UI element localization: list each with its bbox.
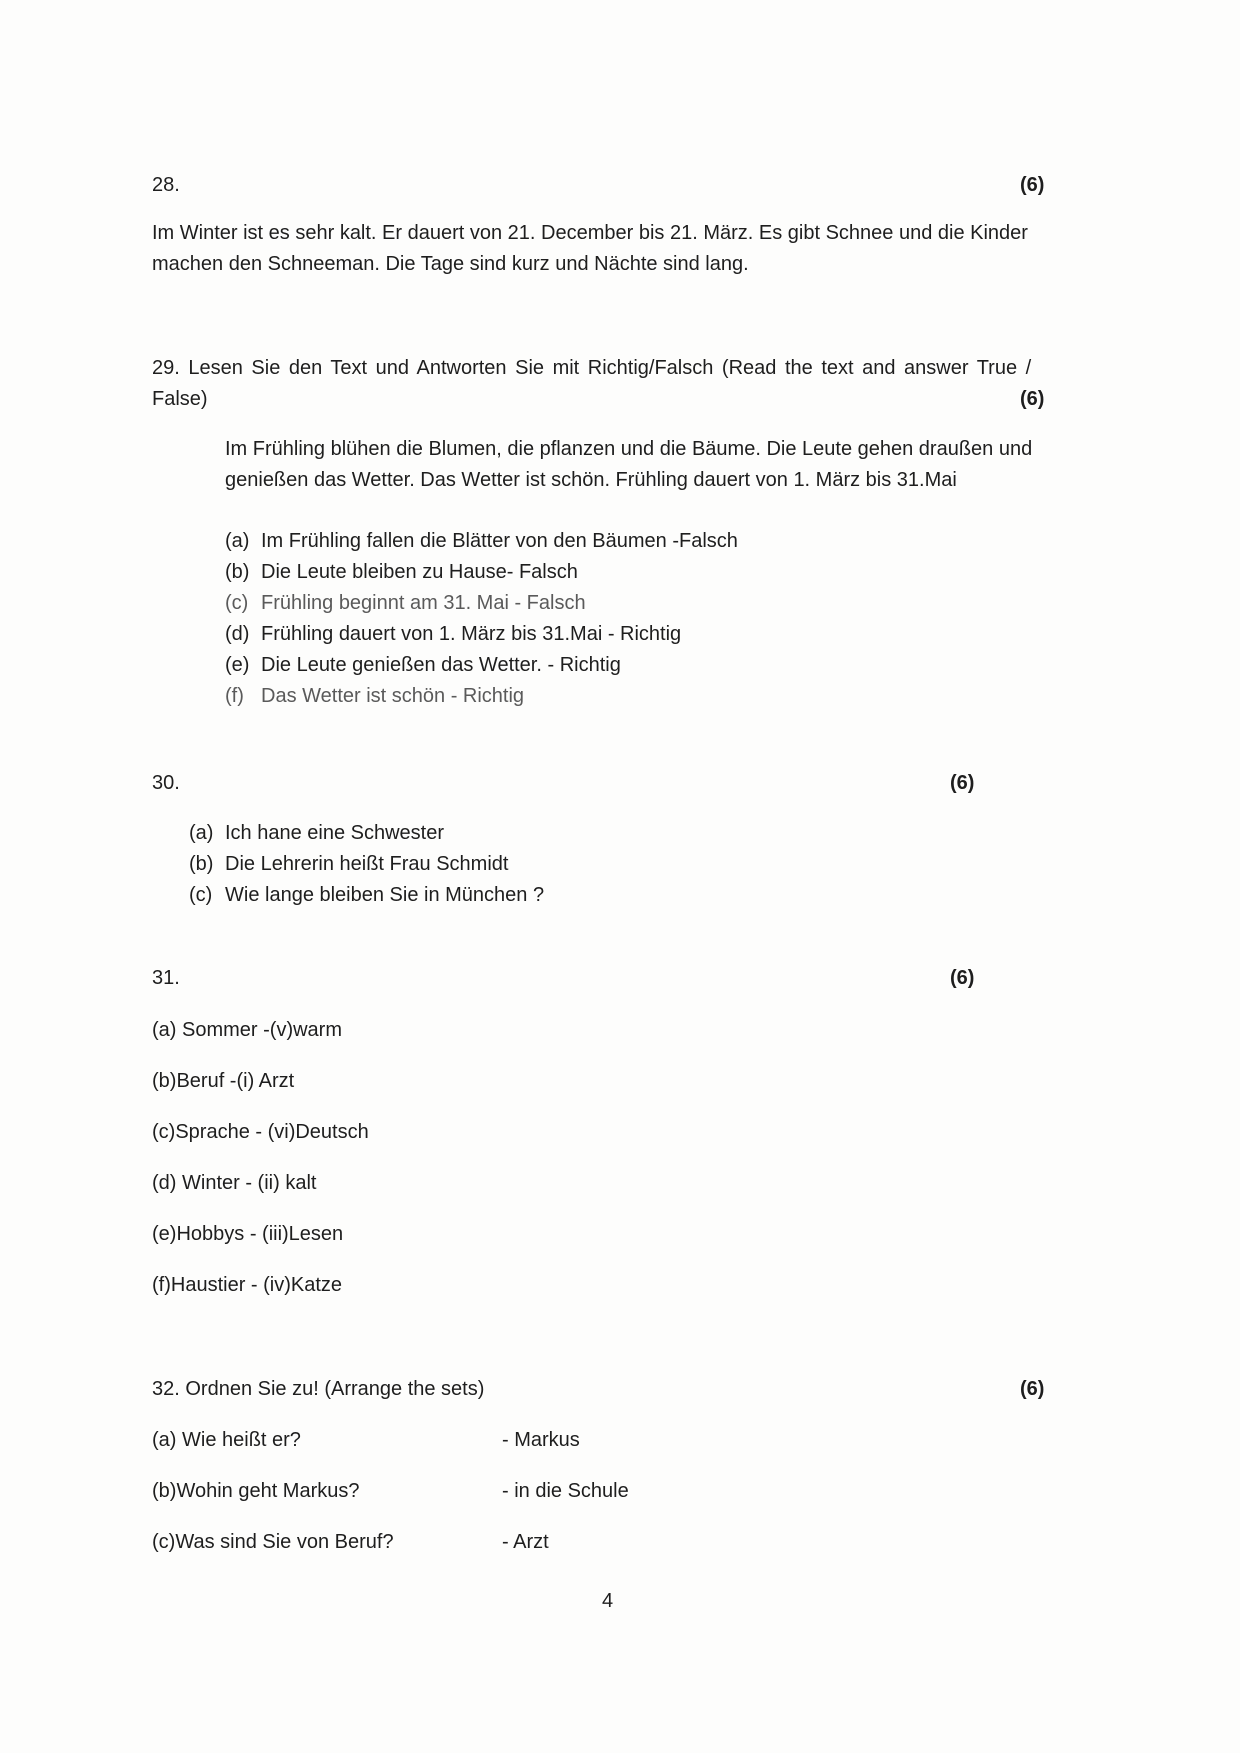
q29-item-text: Die Leute genießen das Wetter. - Richtig [261, 654, 621, 676]
q32-question: (c)Was sind Sie von Beruf? [152, 1531, 394, 1553]
q29-item [225, 528, 738, 554]
q32-title: 32. Ordnen Sie zu! (Arrange the sets) [152, 1378, 485, 1400]
q29-item-label: (b) [225, 561, 250, 583]
q32-question: (a) Wie heißt er? [152, 1429, 301, 1451]
q32-answer: - Arzt [502, 1531, 549, 1553]
q29-instruction-line2: False) [152, 388, 208, 410]
q30-item [189, 851, 508, 877]
q29-item-label: (f) [225, 685, 244, 707]
q31-item: (e)Hobbys - (iii)Lesen [152, 1223, 344, 1245]
q30-number: 30. [152, 772, 180, 794]
q29-item [225, 683, 524, 709]
q32-answer: - in die Schule [502, 1480, 629, 1502]
q31-number: 31. [152, 967, 180, 989]
q28-text: Im Winter ist es sehr kalt. Er dauert von 21. December bis 21. März. Es gibt Schnee und die Kinder machen den Schneeman. Die Tage sind kurz und Nächte sind lang. [152, 222, 1028, 275]
q29-instruction-line1: 29. Lesen Sie den Text und Antworten Sie mit Richtig/Falsch (Read the text and answer True / [152, 357, 1032, 379]
q31-item: (b)Beruf -(i) Arzt [152, 1070, 295, 1092]
q29-item [225, 621, 681, 647]
q31-item: (d) Winter - (ii) kalt [152, 1172, 317, 1194]
q29-item-text: Frühling dauert von 1. März bis 31.Mai - Richtig [261, 623, 682, 645]
q29-item [225, 590, 586, 616]
q29-item-text: Im Frühling fallen die Blätter von den Bäumen -Falsch [261, 530, 738, 552]
q29-item-text: Das Wetter ist schön - Richtig [261, 685, 525, 707]
q29-item-label: (a) [225, 530, 250, 552]
q29-item [225, 559, 578, 585]
q30-item [189, 820, 444, 846]
q30-item-text: Ich hane eine Schwester [225, 822, 445, 844]
q31-item: (a) Sommer -(v)warm [152, 1019, 342, 1041]
q29-item-label: (e) [225, 654, 250, 676]
q30-item-label: (b) [189, 853, 214, 875]
q31-marks: (6) [950, 967, 975, 989]
q32-question: (b)Wohin geht Markus? [152, 1480, 360, 1502]
q29-marks: (6) [1020, 388, 1045, 410]
q29-item-text: Die Leute bleiben zu Hause- Falsch [261, 561, 578, 583]
q30-item-label: (a) [189, 822, 214, 844]
q28-number: 28. [152, 174, 180, 196]
q29-passage: Im Frühling blühen die Blumen, die pflanzen und die Bäume. Die Leute gehen draußen und genießen das Wetter. Das Wetter ist schön. Frühling dauert von 1. März bis 31.Mai [225, 438, 1033, 491]
q30-item-text: Wie lange bleiben Sie in München ? [225, 884, 545, 906]
q29-item-label: (c) [225, 592, 249, 614]
q32-marks: (6) [1020, 1378, 1045, 1400]
q30-item [189, 882, 544, 908]
page-number: 4 [602, 1590, 614, 1612]
q29-item-label: (d) [225, 623, 250, 645]
q28-marks: (6) [1020, 174, 1045, 196]
q32-answer: - Markus [502, 1429, 580, 1451]
q31-item: (c)Sprache - (vi)Deutsch [152, 1121, 369, 1143]
q29-item-text: Frühling beginnt am 31. Mai - Falsch [261, 592, 586, 614]
q29-item [225, 652, 621, 678]
q30-item-label: (c) [189, 884, 213, 906]
q31-item: (f)Haustier - (iv)Katze [152, 1274, 343, 1296]
q30-item-text: Die Lehrerin heißt Frau Schmidt [225, 853, 509, 875]
q30-marks: (6) [950, 772, 975, 794]
